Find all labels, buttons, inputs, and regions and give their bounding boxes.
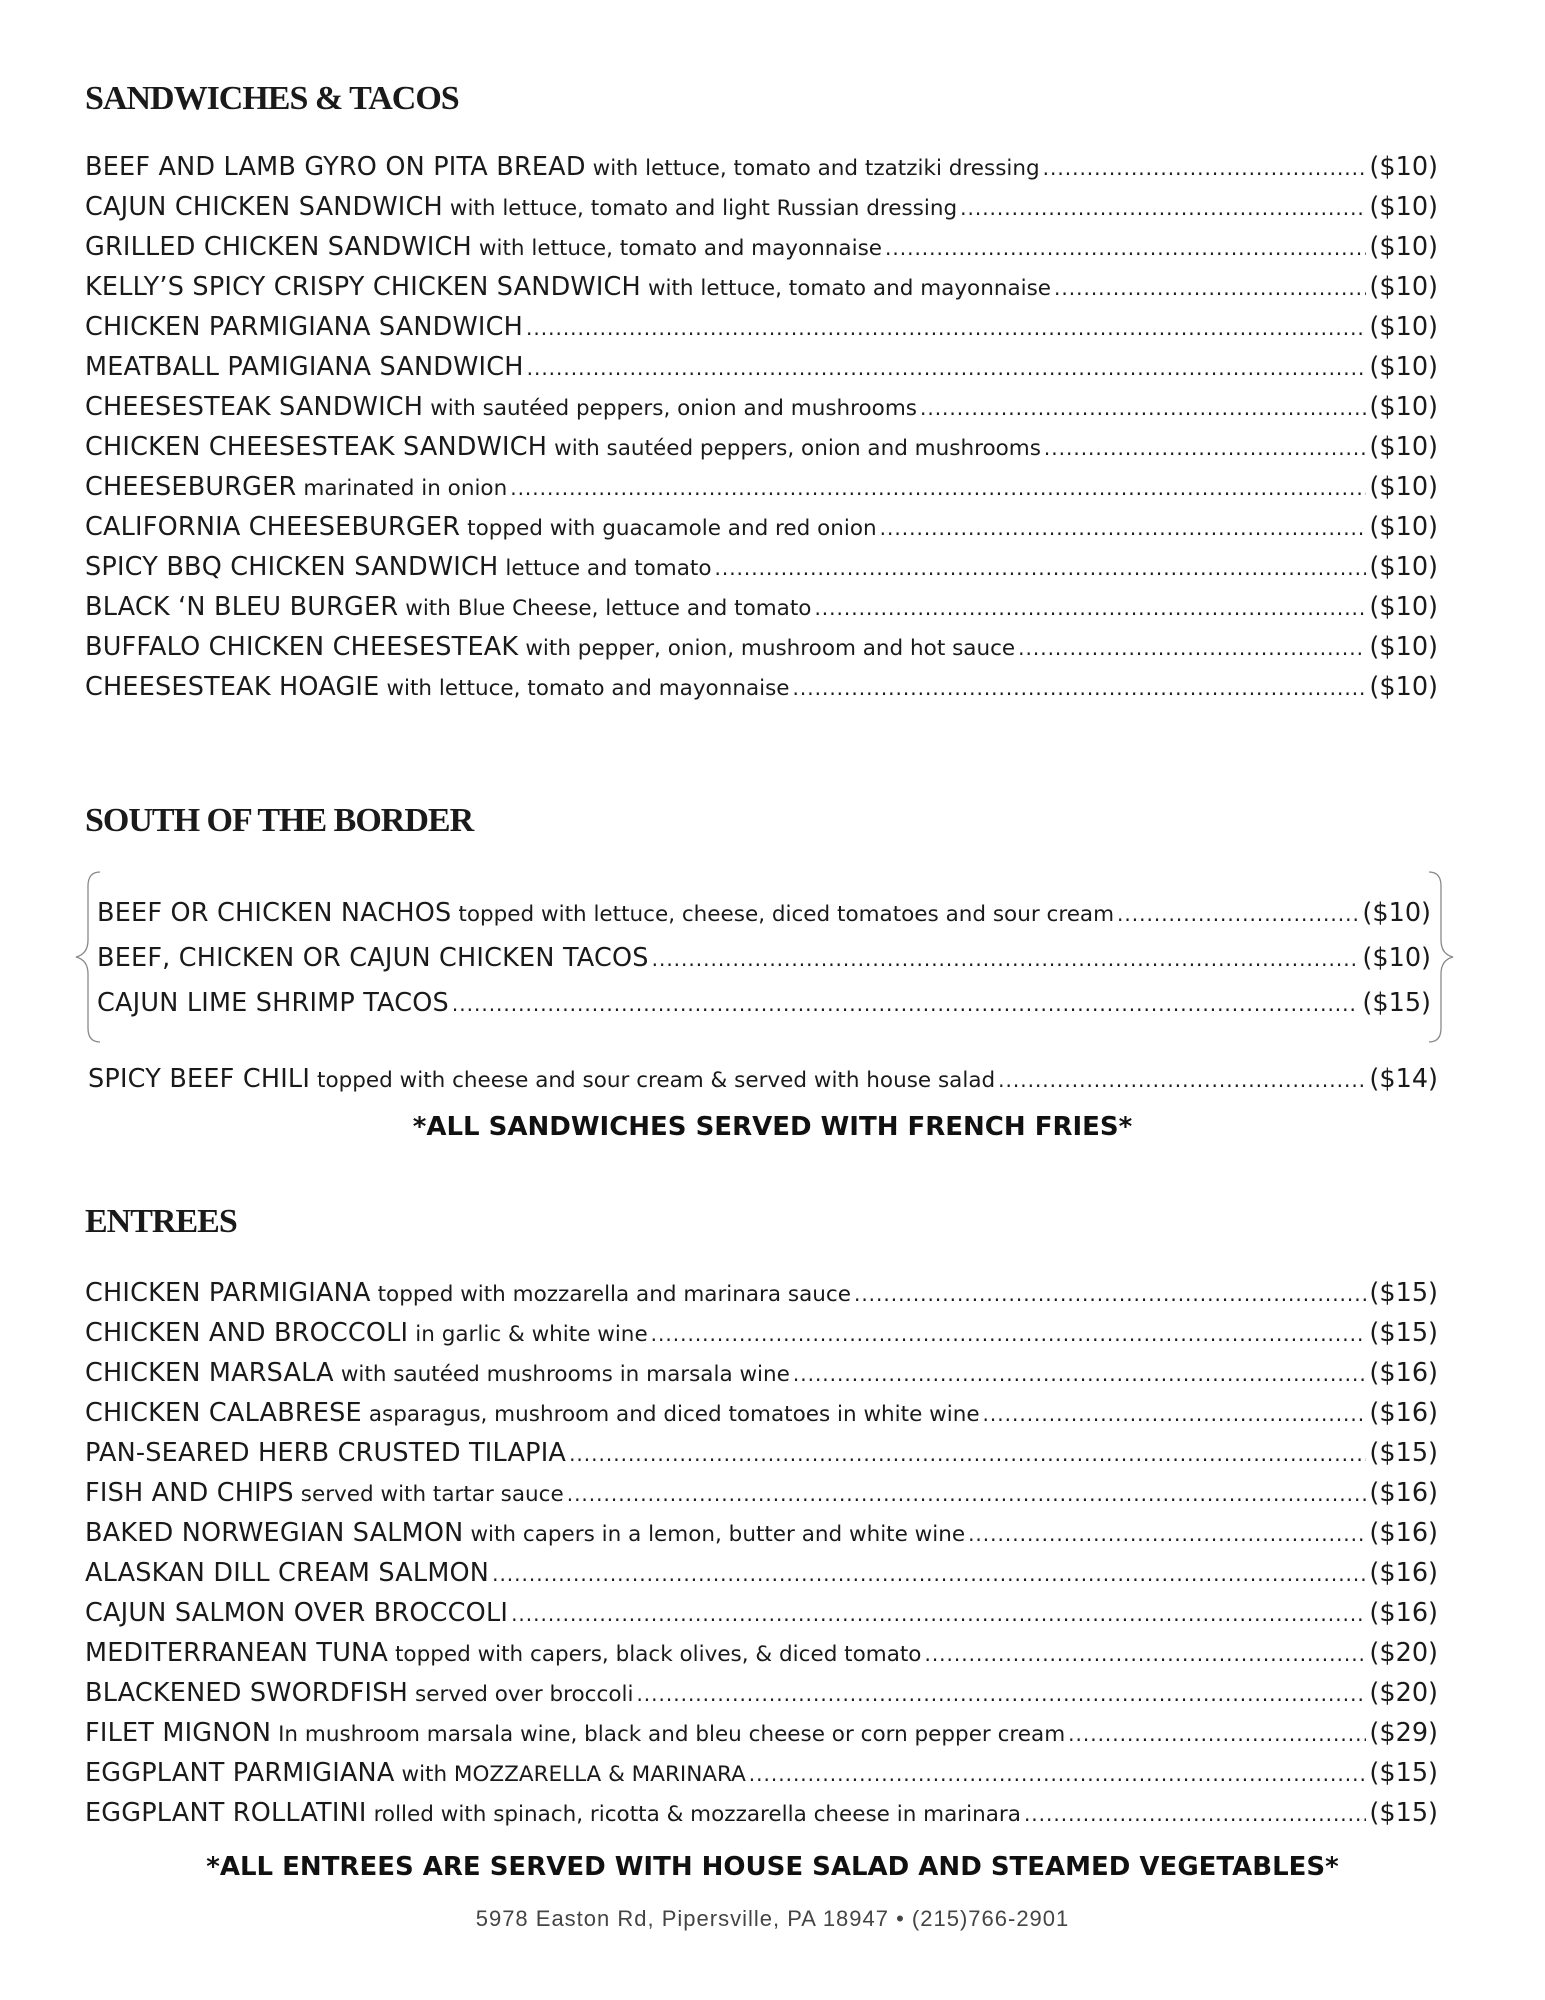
item-price: ($10) (1369, 392, 1438, 422)
dot-leader (920, 396, 1366, 420)
item-name: FISH AND CHIPS (85, 1478, 294, 1508)
item-description: topped with lettuce, cheese, diced tomatoes and sour cream (458, 902, 1115, 927)
item-price: ($10) (1369, 272, 1438, 302)
item-name: CHICKEN CALABRESE (85, 1398, 362, 1428)
item-description: topped with mozzarella and marinara sauce (377, 1282, 851, 1307)
item-name: SPICY BBQ CHICKEN SANDWICH (85, 552, 499, 582)
item-description: served with tartar sauce (300, 1482, 564, 1507)
item-description: marinated in onion (303, 476, 508, 501)
item-description: with sautéed peppers, onion and mushrooms (430, 396, 917, 421)
item-name: KELLY’S SPICY CRISPY CHICKEN SANDWICH (85, 272, 641, 302)
item-name: CHEESEBURGER (85, 472, 297, 502)
item-price: ($10) (1369, 672, 1438, 702)
dot-leader (1044, 436, 1367, 460)
item-description: with capers in a lemon, butter and white wine (470, 1522, 966, 1547)
menu-item (97, 988, 1431, 1033)
item-price: ($10) (1362, 943, 1431, 973)
item-name: CAJUN SALMON OVER BROCCOLI (85, 1598, 509, 1628)
item-name: ALASKAN DILL CREAM SALMON (85, 1558, 490, 1588)
menu-item (85, 312, 1438, 352)
border-list (97, 898, 1431, 1033)
item-price: ($15) (1369, 1798, 1438, 1828)
item-description: with sautéed peppers, onion and mushrooms (554, 436, 1041, 461)
item-name: MEDITERRANEAN TUNA (85, 1638, 388, 1668)
menu-item (85, 152, 1438, 192)
item-description: with lettuce, tomato and mayonnaise (386, 676, 790, 701)
menu-item (85, 392, 1438, 432)
dot-leader (651, 1322, 1367, 1346)
item-price: ($16) (1369, 1518, 1438, 1548)
item-price: ($10) (1369, 472, 1438, 502)
menu-item (85, 1318, 1438, 1358)
menu-item (97, 943, 1431, 988)
menu-item (85, 592, 1438, 632)
dot-leader (569, 1442, 1366, 1466)
item-description: with lettuce, tomato and tzatziki dressing (592, 156, 1040, 181)
item-price: ($10) (1369, 152, 1438, 182)
item-name: BLACKENED SWORDFISH (85, 1678, 409, 1708)
dot-leader (1117, 902, 1359, 926)
menu-item (85, 272, 1438, 312)
item-price: ($10) (1362, 898, 1431, 928)
menu-item (85, 192, 1438, 232)
item-description: with pepper, onion, mushroom and hot sauce (525, 636, 1016, 661)
item-name: CHEESESTEAK SANDWICH (85, 392, 424, 422)
item-name: CAJUN CHICKEN SANDWICH (85, 192, 443, 222)
menu-item (85, 1678, 1438, 1718)
menu-item (85, 1358, 1438, 1398)
section-title-entrees: ENTREES (85, 1203, 237, 1240)
item-price: ($10) (1369, 312, 1438, 342)
item-description: with lettuce, tomato and mayonnaise (647, 276, 1052, 301)
item-price: ($16) (1369, 1598, 1438, 1628)
dot-leader (492, 1562, 1366, 1586)
menu-item (85, 1558, 1438, 1598)
item-price: ($10) (1369, 192, 1438, 222)
item-price: ($10) (1369, 512, 1438, 542)
sandwiches-note: *ALL SANDWICHES SERVED WITH FRENCH FRIES* (412, 1112, 1133, 1142)
dot-leader (854, 1282, 1366, 1306)
item-price: ($15) (1369, 1278, 1438, 1308)
dot-leader (880, 516, 1367, 540)
dot-leader (1068, 1722, 1366, 1746)
menu-item (85, 1758, 1438, 1798)
chili-list (88, 1064, 1438, 1104)
item-name: SPICY BEEF CHILI (88, 1064, 311, 1094)
item-price: ($16) (1369, 1358, 1438, 1388)
item-price: ($16) (1369, 1478, 1438, 1508)
dot-leader (636, 1682, 1366, 1706)
dot-leader (1054, 276, 1366, 300)
menu-item (85, 1398, 1438, 1438)
item-name: FILET MIGNON (85, 1718, 272, 1748)
item-name: BUFFALO CHICKEN CHEESESTEAK (85, 632, 519, 662)
item-description: with Blue Cheese, lettuce and tomato (405, 596, 812, 621)
dot-leader (510, 476, 1366, 500)
dot-leader (885, 236, 1366, 260)
menu-item (85, 1518, 1438, 1558)
menu-item (85, 1638, 1438, 1678)
item-description: with lettuce, tomato and light Russian dressing (449, 196, 958, 221)
item-price: ($15) (1369, 1318, 1438, 1348)
menu-item (88, 1064, 1438, 1104)
item-description: in garlic & white wine (415, 1322, 648, 1347)
item-name: CALIFORNIA CHEESEBURGER (85, 512, 461, 542)
item-price: ($10) (1369, 632, 1438, 662)
dot-leader (983, 1402, 1367, 1426)
item-name: BLACK ‘N BLEU BURGER (85, 592, 399, 622)
item-price: ($15) (1369, 1438, 1438, 1468)
dot-leader (526, 316, 1366, 340)
menu-item (85, 1478, 1438, 1518)
item-price: ($10) (1369, 552, 1438, 582)
dot-leader (924, 1642, 1366, 1666)
item-description: with lettuce, tomato and mayonnaise (478, 236, 883, 261)
item-description: topped with capers, black olives, & diced tomato (394, 1642, 922, 1667)
item-price: ($15) (1362, 988, 1431, 1018)
dot-leader (998, 1068, 1366, 1092)
item-description: rolled with spinach, ricotta & mozzarella cheese in marinara (373, 1802, 1021, 1827)
menu-item (85, 1438, 1438, 1478)
menu-item (85, 552, 1438, 592)
menu-item (85, 472, 1438, 512)
dot-leader (527, 356, 1367, 380)
item-price: ($20) (1369, 1678, 1438, 1708)
address-footer: 5978 Easton Rd, Pipersville, PA 18947 • (215)766-2901 (475, 1906, 1070, 1931)
item-price: ($16) (1369, 1558, 1438, 1588)
item-name: BEEF OR CHICKEN NACHOS (97, 898, 452, 928)
menu-item (85, 512, 1438, 552)
menu-item (97, 898, 1431, 943)
item-name: EGGPLANT ROLLATINI (85, 1798, 367, 1828)
item-description: with MOZZARELLA & MARINARA (401, 1762, 746, 1787)
dot-leader (793, 676, 1367, 700)
item-price: ($10) (1369, 352, 1438, 382)
item-name: CHICKEN PARMIGIANA (85, 1278, 371, 1308)
item-name: CHICKEN PARMIGIANA SANDWICH (85, 312, 524, 342)
sandwiches-list (85, 152, 1438, 712)
item-name: CAJUN LIME SHRIMP TACOS (97, 988, 449, 1018)
item-name: BEEF AND LAMB GYRO ON PITA BREAD (85, 152, 586, 182)
item-name: CHICKEN CHEESESTEAK SANDWICH (85, 432, 548, 462)
item-description: asparagus, mushroom and diced tomatoes in white wine (368, 1402, 980, 1427)
item-description: with sautéed mushrooms in marsala wine (340, 1362, 790, 1387)
item-name: BAKED NORWEGIAN SALMON (85, 1518, 464, 1548)
dot-leader (1018, 636, 1366, 660)
section-title-border: SOUTH OF THE BORDER (85, 802, 474, 839)
item-description: topped with cheese and sour cream & served with house salad (317, 1068, 996, 1093)
dot-leader (511, 1602, 1366, 1626)
item-description: served over broccoli (415, 1682, 634, 1707)
item-price: ($10) (1369, 232, 1438, 262)
item-name: BEEF, CHICKEN OR CAJUN CHICKEN TACOS (97, 943, 649, 973)
menu-item (85, 432, 1438, 472)
menu-item (85, 1278, 1438, 1318)
entrees-list (85, 1278, 1438, 1838)
dot-leader (1024, 1802, 1366, 1826)
menu-item (85, 1598, 1438, 1638)
dot-leader (1043, 156, 1367, 180)
item-name: CHICKEN MARSALA (85, 1358, 334, 1388)
dot-leader (968, 1522, 1366, 1546)
item-description: topped with guacamole and red onion (467, 516, 877, 541)
menu-item (85, 1798, 1438, 1838)
dot-leader (652, 947, 1360, 971)
menu-item (85, 352, 1438, 392)
item-name: CHEESESTEAK HOAGIE (85, 672, 380, 702)
menu-item (85, 232, 1438, 272)
item-price: ($29) (1369, 1718, 1438, 1748)
item-name: PAN-SEARED HERB CRUSTED TILAPIA (85, 1438, 567, 1468)
item-price: ($10) (1369, 592, 1438, 622)
item-price: ($14) (1369, 1064, 1438, 1094)
item-description: In mushroom marsala wine, black and bleu cheese or corn pepper cream (278, 1722, 1066, 1747)
item-name: EGGPLANT PARMIGIANA (85, 1758, 395, 1788)
dot-leader (960, 196, 1366, 220)
item-price: ($20) (1369, 1638, 1438, 1668)
dot-leader (714, 556, 1366, 580)
menu-item (85, 1718, 1438, 1758)
item-price: ($16) (1369, 1398, 1438, 1428)
item-name: CHICKEN AND BROCCOLI (85, 1318, 409, 1348)
dot-leader (814, 596, 1366, 620)
item-name: MEATBALL PAMIGIANA SANDWICH (85, 352, 524, 382)
item-name: GRILLED CHICKEN SANDWICH (85, 232, 472, 262)
dot-leader (793, 1362, 1367, 1386)
menu-item (85, 632, 1438, 672)
menu-item (85, 672, 1438, 712)
item-price: ($15) (1369, 1758, 1438, 1788)
dot-leader (452, 992, 1360, 1016)
item-description: lettuce and tomato (505, 556, 712, 581)
dot-leader (749, 1762, 1367, 1786)
section-title-sandwiches: SANDWICHES & TACOS (85, 80, 459, 117)
dot-leader (567, 1482, 1367, 1506)
entrees-note: *ALL ENTREES ARE SERVED WITH HOUSE SALAD AND STEAMED VEGETABLES* (206, 1852, 1339, 1882)
item-price: ($10) (1369, 432, 1438, 462)
